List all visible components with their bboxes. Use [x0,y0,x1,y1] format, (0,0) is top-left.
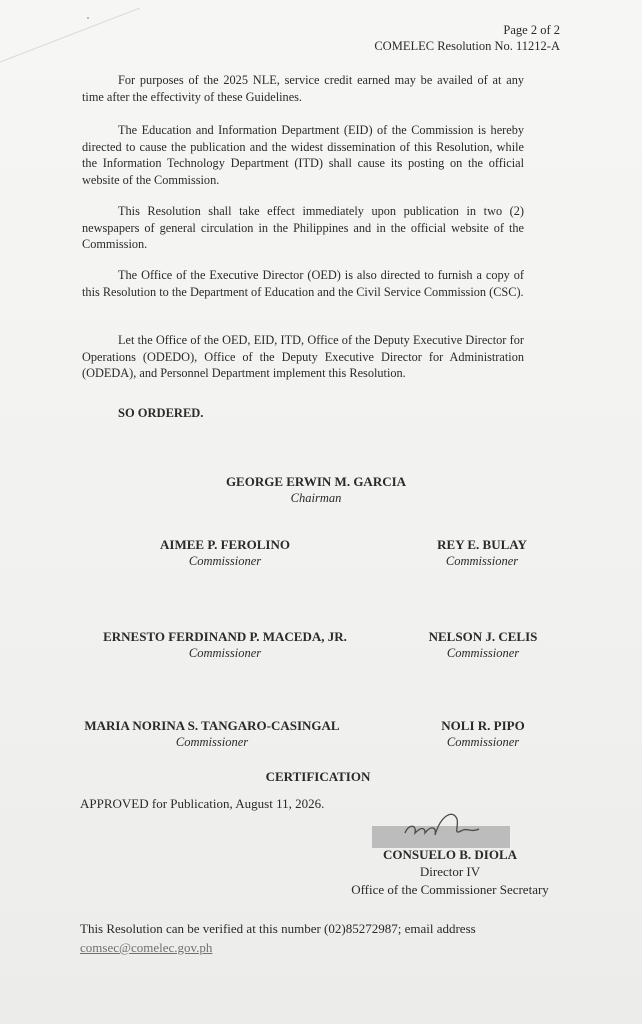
resolution-number: COMELEC Resolution No. 11212-A [374,39,560,53]
signatory-name: ERNESTO FERDINAND P. MACEDA, JR. [103,629,347,644]
signatory-name: NELSON J. CELIS [428,629,538,644]
signatory-title: Commissioner [188,554,262,568]
signatory-commissioner [57,717,367,750]
approved-text: APPROVED for Publication, August 11, 2026. [80,796,325,811]
so-ordered: SO ORDERED. [118,406,204,420]
signatory-commissioner [413,717,553,750]
signer-position: Director IV [419,864,481,879]
certification-heading: CERTIFICATION [265,769,371,784]
certification-signer [330,846,570,899]
signatory-name: REY E. BULAY [437,537,527,552]
signatory-commissioner [413,628,553,661]
signatory-title: Commissioner [446,646,520,660]
signatory-chairman [166,473,466,506]
signatory-name: MARIA NORINA S. TANGARO-CASINGAL [84,718,340,733]
paragraph-service-credit: For purposes of the 2025 NLE, service credit earned may be availed of at any time after the effectivity of these Guidelines. [82,73,524,104]
paragraph-implementation: Let the Office of the OED, EID, ITD, Office of the Deputy Executive Director for Operations (ODEDO), Office of the Deputy Executive Director for Administration (ODEDA), and Personnel Department implement this Resolution. [82,333,524,381]
paragraph-effectivity: This Resolution shall take effect immediately upon publication in two (2) newspapers of general circulation in the Philippines and in the official website of the Commission. [82,204,524,252]
signatory-title: Commissioner [446,735,520,749]
paper-fold-line [0,0,140,70]
signatory-name: NOLI R. PIPO [441,718,525,733]
handwritten-signature [395,805,495,845]
page-number: Page 2 of 2 [503,23,560,37]
signatory-commissioner [412,536,552,569]
signatory-title: Chairman [290,491,342,505]
email-link[interactable]: comsec@comelec.gov.ph [80,940,213,955]
paragraph-furnish-copy: The Office of the Executive Director (OED) is also directed to furnish a copy of this Resolution to the Department of Education and the Civil Service Commission (CSC). [82,268,524,299]
signatory-commissioner [80,628,370,661]
paragraph-publication-directive: The Education and Information Department (EID) of the Commission is hereby directed to cause the publication and the widest dissemination of this Resolution, while the Information Technology Department (ITD) shall cause its posting on the official website of the Commission. [82,123,524,187]
signatory-name: AIMEE P. FEROLINO [160,537,290,552]
signatory-title: Commissioner [445,554,519,568]
signatory-title: Commissioner [175,735,249,749]
verification-text: This Resolution can be verified at this number (02)85272987; email address [80,921,476,936]
signer-office: Office of the Commissioner Secretary [351,882,549,897]
signer-name: CONSUELO B. DIOLA [383,847,517,862]
signatory-title: Commissioner [188,646,262,660]
signatory-name: GEORGE ERWIN M. GARCIA [225,474,407,489]
signatory-commissioner [115,536,335,569]
